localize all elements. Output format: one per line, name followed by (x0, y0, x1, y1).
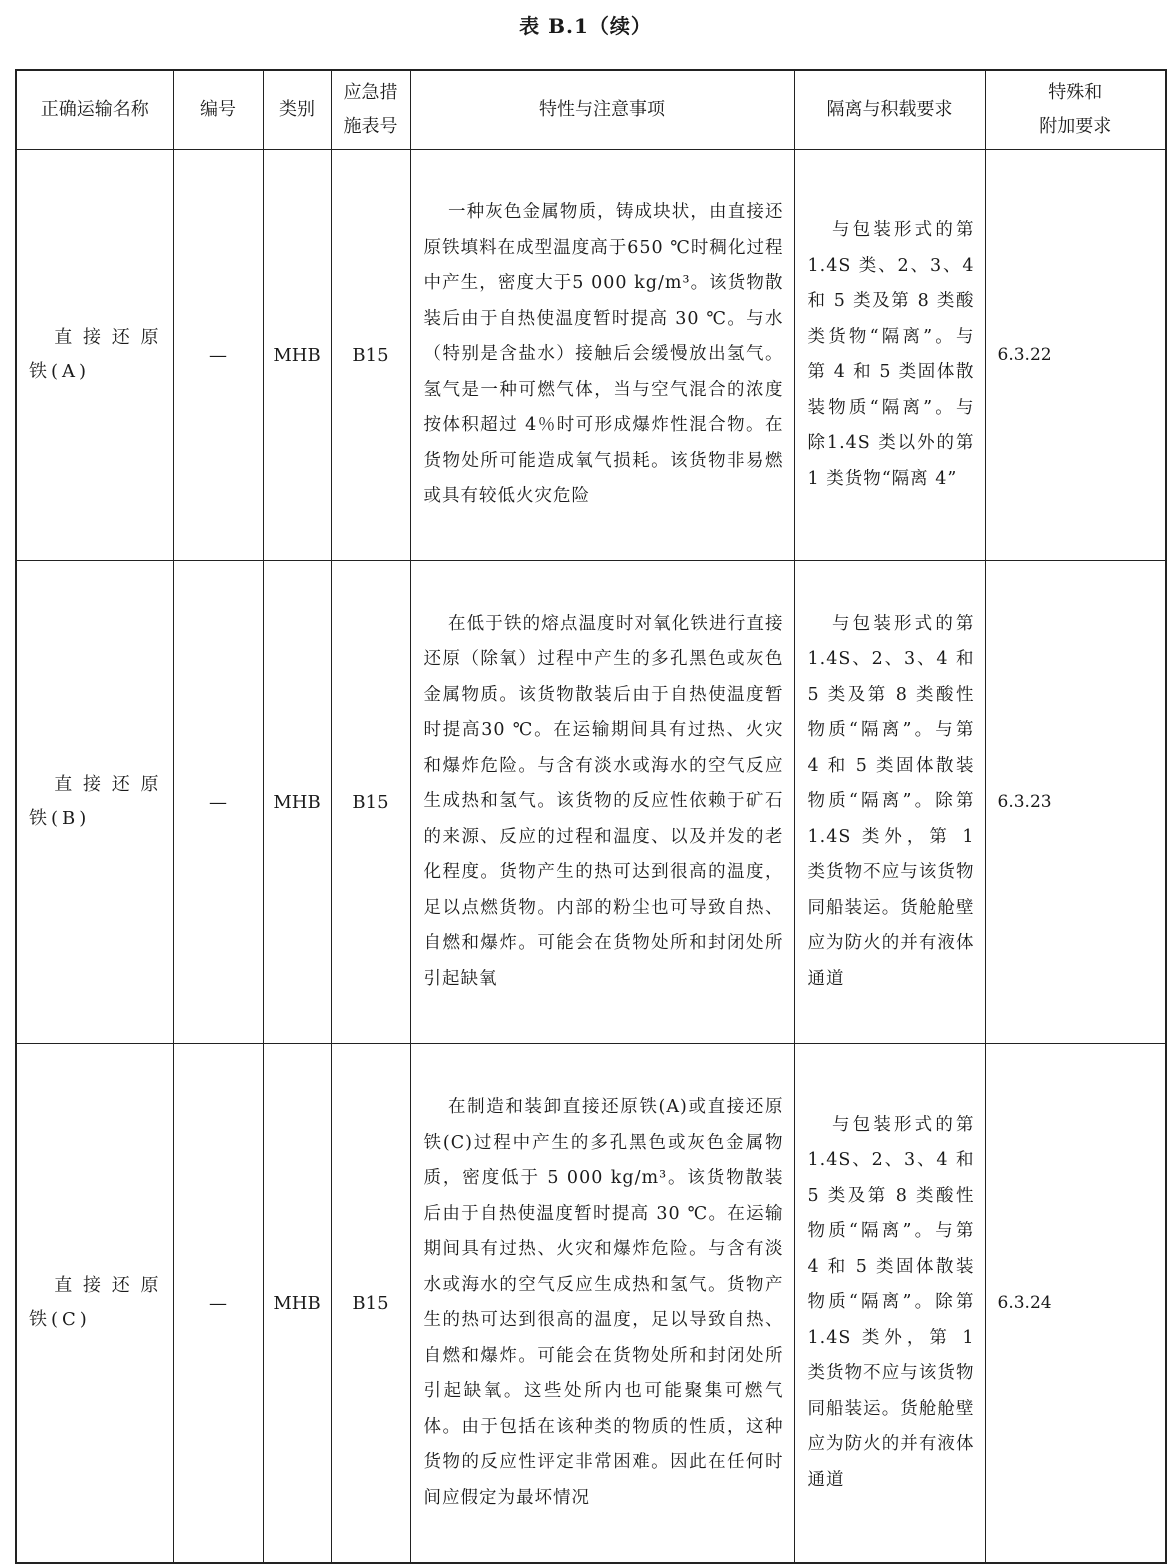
cell-class: MHB (263, 150, 331, 561)
header-class: 类别 (263, 70, 331, 150)
cell-properties (410, 150, 794, 561)
properties-text: 在低于铁的熔点温度时对氧化铁进行直接还原（除氧）过程中产生的多孔黑色或灰色金属物质。该货物散装后由于自热使温度暂时提高30 ℃。在运输期间具有过热、火灾和爆炸危险。与含有淡水或海水的空气反应生成热和氢气。该货物的反应性依赖于矿石的来源、反应的过程和温度、以及并发的老化程度。货物产生的热可达到很高的温度，足以点燃货物。内部的粉尘也可导致自热、自燃和爆炸。可能会在货物处所和封闭处所引起缺氧 (423, 613, 784, 989)
cell-properties (410, 1044, 794, 1564)
cell-ems: B15 (331, 561, 410, 1044)
cell-special: 6.3.24 (985, 1044, 1166, 1564)
header-properties: 特性与注意事项 (410, 70, 794, 150)
cell-special: 6.3.22 (985, 150, 1166, 561)
table-row (16, 1044, 1166, 1564)
cell-number: — (173, 1044, 263, 1564)
cell-special: 6.3.23 (985, 561, 1166, 1044)
name-text: 直接还原铁(B) (29, 774, 163, 829)
table-row (16, 561, 1166, 1044)
cell-name (16, 561, 173, 1044)
cell-class: MHB (263, 561, 331, 1044)
table-row (16, 150, 1166, 561)
name-text: 直接还原铁(A) (29, 327, 163, 382)
cell-number: — (173, 150, 263, 561)
cell-segregation (794, 150, 985, 561)
header-special-line2: 附加要求 (1039, 116, 1112, 137)
header-ems (331, 70, 410, 150)
cell-properties (410, 561, 794, 1044)
header-special-line1: 特殊和 (1048, 82, 1103, 103)
header-ems-line2: 施表号 (343, 116, 398, 137)
header-number: 编号 (173, 70, 263, 150)
cell-name (16, 1044, 173, 1564)
header-row (16, 70, 1166, 150)
cell-name (16, 150, 173, 561)
cell-number: — (173, 561, 263, 1044)
cell-segregation (794, 1044, 985, 1564)
properties-text: 一种灰色金属物质，铸成块状，由直接还原铁填料在成型温度高于650 ℃时稠化过程中产生，密度大于5 000 kg/m³。该货物散装后由于自热使温度暂时提高 30 ℃。与水（特别是含盐水）接触后会缓慢放出氢气。氢气是一种可燃气体，当与空气混合的浓度按体积超过 4％时可形成爆炸性混合物。在货物处所可能造成氧气损耗。该货物非易燃或具有较低火灾危险 (423, 202, 784, 507)
properties-text: 在制造和装卸直接还原铁(A)或直接还原铁(C)过程中产生的多孔黑色或灰色金属物质，密度低于 5 000 kg/m³。该货物散装后由于自热使温度暂时提高 30 ℃。在运输期间具有过热、火灾和爆炸危险。与含有淡水或海水的空气反应生成热和氢气。货物产生的热可达到很高的温度，足以导致自热、自燃和爆炸。可能会在货物处所和封闭处所引起缺氧。这些处所内也可能聚集可燃气体。由于包括在该种类的物质的性质，这种货物的反应性评定非常困难。因此在任何时间应假定为最坏情况 (423, 1097, 784, 1508)
header-ems-line1: 应急措 (343, 82, 398, 103)
segregation-text: 与包装形式的第 1.4S 类、2、3、4 和 5 类及第 8 类酸类货物“隔离”。与第 4 和 5 类固体散装物质“隔离”。与除1.4S 类以外的第 1 类货物“隔离 4” (807, 220, 975, 489)
header-name: 正确运输名称 (16, 70, 173, 150)
cell-ems: B15 (331, 1044, 410, 1564)
header-segregation: 隔离与积载要求 (794, 70, 985, 150)
table-title: 表 B.1（续） (519, 14, 652, 38)
cell-class: MHB (263, 1044, 331, 1564)
name-text: 直接还原铁(C) (29, 1275, 163, 1330)
header-special (985, 70, 1166, 150)
cell-segregation (794, 561, 985, 1044)
cargo-table (15, 69, 1167, 1564)
segregation-text: 与包装形式的第 1.4S、2、3、4 和 5 类及第 8 类酸性物质“隔离”。与第 4 和 5 类固体散装物质“隔离”。除第 1.4S 类外，第 1 类货物不应与该货物同船装运。货舱舱壁应为防火的并有液体通道 (807, 613, 975, 989)
segregation-text: 与包装形式的第 1.4S、2、3、4 和 5 类及第 8 类酸性物质“隔离”。与第 4 和 5 类固体散装物质“隔离”。除第 1.4S 类外，第 1 类货物不应与该货物同船装运。货舱舱壁应为防火的并有液体通道 (807, 1114, 975, 1490)
cell-ems: B15 (331, 150, 410, 561)
